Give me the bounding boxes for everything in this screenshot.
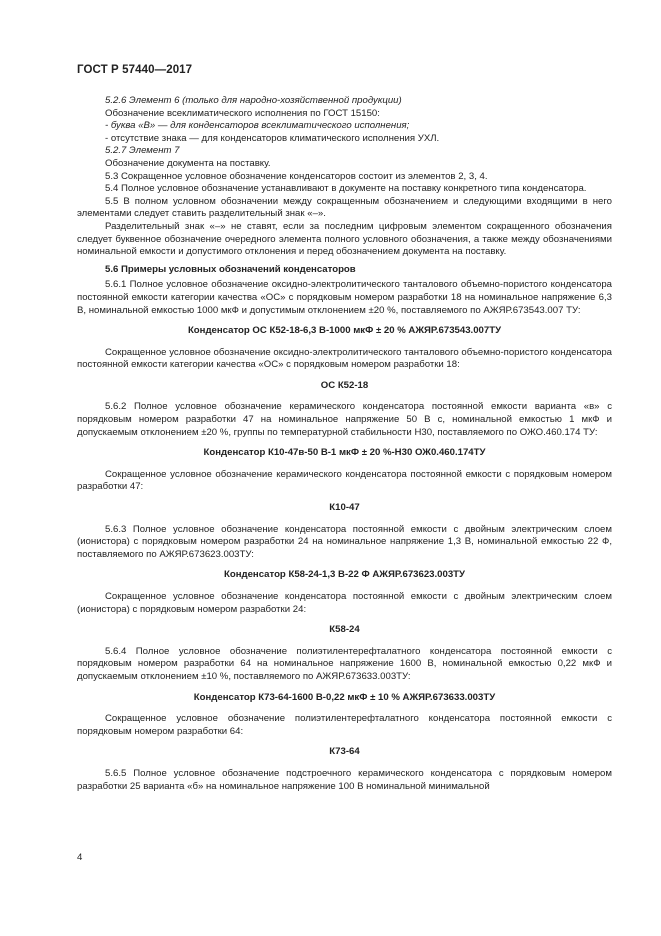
clause-5-6-1: 5.6.1 Полное условное обозначение оксидно-электролитического танталового объемно-пористого конденсатора постоянной емкости категории качества «ОС» с порядковым номером разработки 18 на номинальное напряжение 6,3 В, номинальной емкостью 1000 мкФ и допустимым отклонением ±20 %, поставляемого по АЖЯР.673543.007 ТУ: bbox=[77, 279, 612, 316]
short-designation-example: К58-24 bbox=[329, 624, 360, 636]
clause-5-6-4: 5.6.4 Полное условное обозначение полиэтилентерефталатного конденсатора постоянной емкости с порядковым номером разработки 64 на номинальное напряжение 1600 В, номинальной емкостью 0,22 мкФ и допускаемым отклонением ±10 %, поставляемого по АЖЯР.673633.003ТУ: bbox=[77, 645, 612, 682]
clause-5-5: 5.5 В полном условном обозначении между сокращенным обозначением и следующими входящими в него элементами следует ставить разделительный знак «–». bbox=[77, 195, 612, 220]
page-number: 4 bbox=[77, 852, 83, 863]
section-5-6-heading: 5.6 Примеры условных обозначений конденсаторов bbox=[105, 263, 356, 275]
designation-example: Конденсатор К58-24-1,3 В-22 Ф АЖЯР.673623.003ТУ bbox=[223, 569, 465, 581]
clause-5-2-7: 5.2.7 Элемент 7 bbox=[105, 145, 180, 157]
clause-5-3: 5.3 Сокращенное условное обозначение конденсаторов состоит из элементов 2, 3, 4. bbox=[105, 170, 488, 182]
clause-5-6-3: 5.6.3 Полное условное обозначение конденсатора постоянной емкости с двойным электрическим слоем (ионистора) с порядковым номером разработки 24 на номинальное напряжение 1,3 В, номинальной емкостью 22 Ф, поставляемого по АЖЯР.673623.003ТУ: bbox=[77, 523, 612, 560]
short-designation-example: ОС К52-18 bbox=[320, 379, 369, 391]
clause-5-4: 5.4 Полное условное обозначение устанавливают в документе на поставку конкретного типа конденсатора. bbox=[105, 183, 587, 195]
short-designation-example: К73-64 bbox=[329, 746, 360, 758]
short-designation-text: Сокращенное условное обозначение оксидно-электролитического танталового объемно-пористого конденсатора постоянной емкости категории качества «ОС» с порядковым номером разработки 18: bbox=[77, 346, 612, 371]
short-designation-text: Сокращенное условное обозначение полиэтилентерефталатного конденсатора постоянной емкости с порядковым номером разработки 64: bbox=[77, 713, 612, 737]
designation-example: Конденсатор К10-47в-50 В-1 мкФ ± 20 %-Н30 ОЖ0.460.174ТУ bbox=[203, 447, 486, 459]
clause-5-6-5: 5.6.5 Полное условное обозначение подстроечного керамического конденсатора с порядковым номером разработки 25 варианта «б» на номинальное напряжение 100 В номинальной минимальной bbox=[77, 767, 612, 792]
designation-example: Конденсатор ОС К52-18-6,3 В-1000 мкФ ± 20 % АЖЯР.673543.007ТУ bbox=[187, 325, 502, 337]
clause-5-2-6: 5.2.6 Элемент 6 (только для народно-хозяйственной продукции) bbox=[105, 95, 402, 106]
clause-5-2-6-text: Обозначение всеклиматического исполнения по ГОСТ 15150: bbox=[105, 107, 380, 119]
clause-5-5-note: Разделительный знак «–» не ставят, если за последним цифровым элементом сокращенного обозначения следует буквенное обозначение очередного элемента полного условного обозначения, а также между обозначениями номинальной емкости и допустимого отклонения и перед обозначением документа на поставку. bbox=[77, 220, 612, 258]
document-body bbox=[77, 95, 612, 793]
designation-example: Конденсатор К73-64-1600 В-0,22 мкФ ± 10 % АЖЯР.673633.003ТУ bbox=[193, 691, 496, 703]
list-item: - отсутствие знака — для конденсаторов климатического исполнения УХЛ. bbox=[105, 132, 440, 144]
standard-header: ГОСТ Р 57440—2017 bbox=[77, 64, 193, 76]
short-designation-text: Сокращенное условное обозначение керамического конденсатора постоянной емкости с порядковым номером разработки 47: bbox=[77, 468, 612, 493]
clause-5-6-2: 5.6.2 Полное условное обозначение керамического конденсатора постоянной емкости варианта «в» с порядковым номером разработки 47 на номинальное напряжение 50 В с, номинальной емкостью 1 мкФ и допускаемым отклонением ±20 %, группы по температурной стабильности Н30, поставляемого по ОЖО.460.174 ТУ: bbox=[77, 401, 612, 438]
short-designation-example: К10-47 bbox=[329, 502, 360, 514]
clause-5-2-7-text: Обозначение документа на поставку. bbox=[105, 157, 271, 169]
short-designation-text: Сокращенное условное обозначение конденсатора постоянной емкости с двойным электрическим слоем (ионистора) с порядковым номером разработки 24: bbox=[77, 591, 612, 615]
list-item: - буква «В» — для конденсаторов всеклиматического исполнения; bbox=[105, 120, 410, 132]
